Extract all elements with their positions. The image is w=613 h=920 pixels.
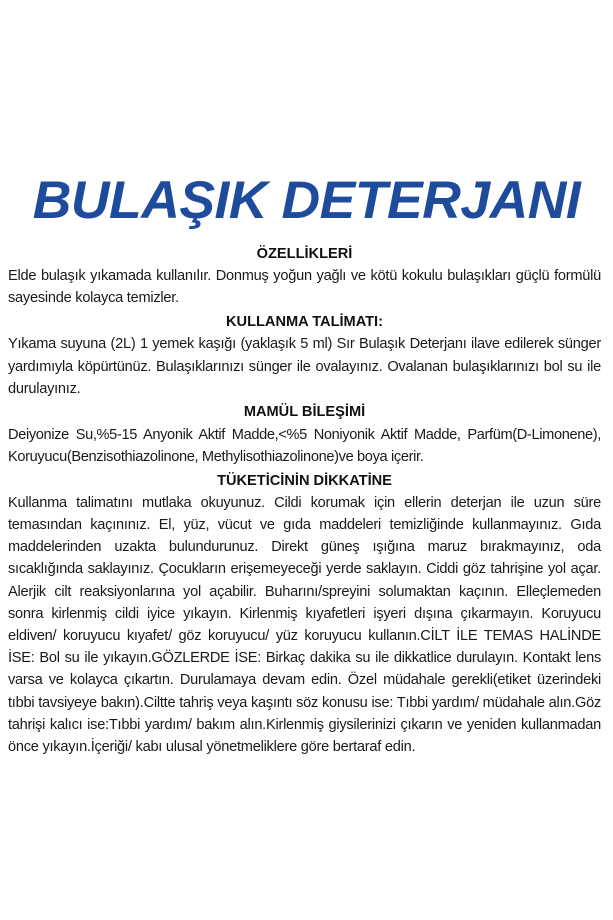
features-heading: ÖZELLİKLERİ [256,246,353,262]
usage-instructions-section [8,311,601,400]
label-content [8,243,601,760]
composition-heading: MAMÜL BİLEŞİMİ [243,404,366,421]
usage-instructions-text: Yıkama suyuna (2L) 1 yemek kaşığı (yaklaşık 5 ml) Sır Bulaşık Deterjanı ilave edilerek sünger yardımıyla köpürtünüz. Bulaşıklarınızı sünger ile ovalayınız. Ovalanan bulaşıklarınızı bol su ile durulayınız. [8,336,601,397]
features-text: Elde bulaşık yıkamada kullanılır. Donmuş yoğun yağlı ve kötü kokulu bulaşıkları güçlü formülü sayesinde kolayca temizler. [8,268,601,307]
consumer-warning-text: Kullanma talimatını mutlaka okuyunuz. Cildi korumak için ellerin deterjan ile uzun süre temasından kaçınınız. El, yüz, vücut ve gıda maddeleri temizliğinde kullanmayınız. Gıda maddelerinden uzakta bulundurunuz. Direkt güneş ışığına maruz bırakmayınız, oda sıcaklığında saklayınız. Çocukların erişemeyeceği yerde saklayın. Ciddi göz tahrişine yol açar. Alerjik cilt reaksiyonlarına yol açabilir. Buharını/spreyini solumaktan kaçının. Elleçlemeden sonra kirlenmiş cildi iyice yıkayın. Kirlenmiş kıyafetleri işyeri dışına çıkarmayın. Koruyucu eldiven/ koruyucu kıyafet/ göz koruyucu/ yüz koruyucu kullanın.CİLT İLE TEMAS HALİNDE İSE: Bol su ile yıkayın.GÖZLERDE İSE: Birkaç dakika su ile dikkatlice durulayın. Kontakt lens varsa ve kolayca çıkartın. Durulamaya devam edin. Özel müdahale gerekli(etiket üzerindeki tıbbi tavsiyeye bakın).Ciltte tahriş veya kaşıntı söz konusu ise: Tıbbi yardım/ müdahale alın.Göz tahrişi kalıcı ise:Tıbbi yardım/ bakım alın.Kirlenmiş giysilerinizi çıkarın ve yeniden kullanmadan önce yıkayın.İçeriği/ kabı ulusal yönetmeliklere göre bertaraf edin. [8,494,601,755]
composition-text: Deiyonize Su,%5-15 Anyonik Aktif Madde,<%5 Noniyonik Aktif Madde, Parfüm(D-Limonene), Koruyucu(Benzisothiazolinone, Methylisothiazolinone)ve boya içerir. [8,426,601,465]
composition-section [8,401,601,468]
consumer-warning-heading: TÜKETİCİNİN DİKKATİNE [217,472,392,489]
consumer-warning-section [8,470,601,759]
usage-instructions-heading: KULLANMA TALİMATI: [226,314,383,331]
product-title: BULAŞIK DETERJANI [32,171,581,230]
features-section [8,243,601,310]
